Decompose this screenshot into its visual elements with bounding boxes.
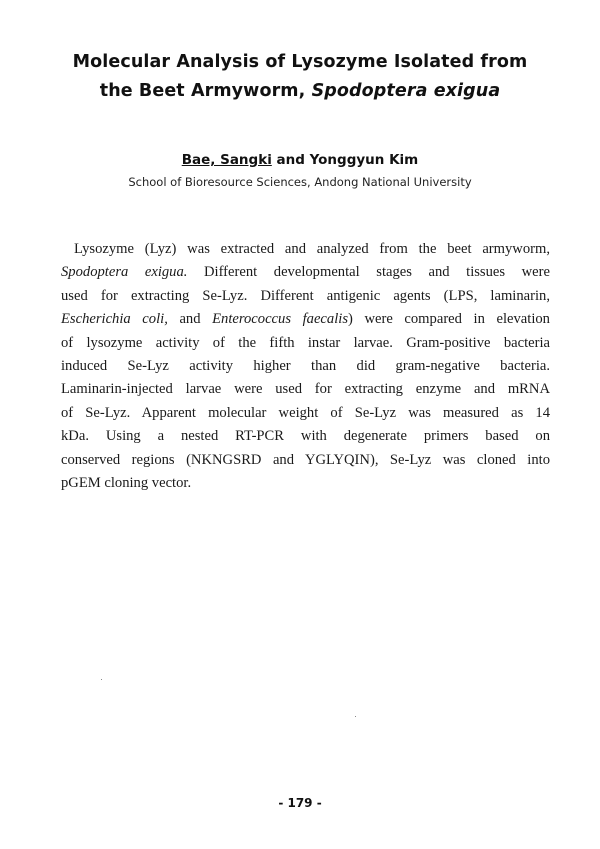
- title-line-2-prefix: the Beet Armyworm,: [99, 81, 312, 101]
- abstract-line-11: [61, 472, 550, 495]
- abstract-text: ) were compared in elevation: [348, 311, 550, 328]
- title-line-1: Molecular Analysis of Lysozyme Isolated from: [72, 52, 528, 72]
- first-author: Bae, Sangki: [181, 152, 272, 168]
- abstract-text: induced Se-Lyz activity higher than did gram-negative bacteria.: [61, 358, 550, 375]
- author-affiliation: School of Bioresource Sciences, Andong National University: [128, 175, 472, 189]
- abstract-text: Lysozyme (Lyz) was extracted and analyzed from the beet armyworm,: [74, 241, 550, 257]
- abstract-text: of Se-Lyz. Apparent molecular weight of Se-Lyz was measured as 14: [61, 404, 550, 421]
- abstract-text: pGEM cloning vector.: [61, 475, 192, 492]
- abstract-line-9: [61, 425, 550, 448]
- title-species-name: Spodoptera exigua: [311, 81, 501, 101]
- abstract-text: Different developmental stages and tissues were: [187, 264, 550, 281]
- abstract-line-5: [61, 332, 550, 355]
- abstract-text: conserved regions (NKNGSRD and YGLYQIN), Se-Lyz was cloned into: [61, 451, 550, 468]
- abstract-line-1: [61, 238, 550, 261]
- abstract-body: [61, 238, 550, 495]
- author-connector: and: [271, 152, 310, 168]
- title-line-2: [0, 77, 600, 106]
- abstract-line-8: [61, 402, 550, 425]
- abstract-line-3: [61, 285, 550, 308]
- scan-speck: [101, 679, 102, 680]
- scan-speck: [355, 716, 356, 717]
- abstract-line-4: [61, 308, 550, 331]
- abstract-text: used for extracting Se-Lyz. Different antigenic agents (LPS, laminarin,: [61, 287, 550, 304]
- author-list: [0, 151, 600, 169]
- species-name-italic: Enterococcus faecalis: [212, 311, 348, 328]
- species-name-italic: Spodoptera exigua.: [61, 264, 188, 281]
- second-author: Yonggyun Kim: [309, 152, 419, 168]
- abstract-line-7: [61, 378, 550, 401]
- abstract-text: of lysozyme activity of the fifth instar larvae. Gram-positive bacteria: [61, 334, 550, 351]
- abstract-line-6: [61, 355, 550, 378]
- paper-title: [0, 48, 600, 106]
- abstract-text: kDa. Using a nested RT-PCR with degenerate primers based on: [61, 428, 550, 445]
- abstract-line-10: [61, 449, 550, 472]
- abstract-line-2: [61, 261, 550, 284]
- abstract-text: and: [167, 311, 213, 328]
- page-number: - 179 -: [278, 796, 322, 810]
- species-name-italic: Escherichia coli,: [61, 311, 168, 328]
- abstract-text: Laminarin-injected larvae were used for extracting enzyme and mRNA: [61, 381, 550, 398]
